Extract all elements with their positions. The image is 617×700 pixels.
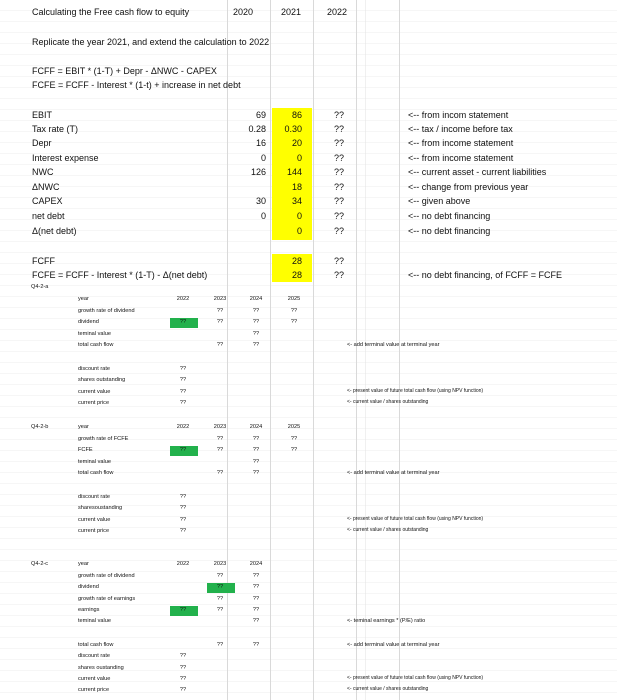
- section-label: Q4-2-c: [31, 561, 49, 567]
- note: <- present value of future total cash flow (using NPV function): [347, 516, 484, 522]
- cell-q: ??: [179, 653, 187, 659]
- row-label: earnings: [78, 607, 100, 613]
- note: <-- no debt financing, of FCFF = FCFE: [408, 270, 563, 280]
- grid-line: [313, 0, 314, 700]
- row-label: Tax rate (T): [32, 124, 79, 134]
- row-label: total cash flow: [78, 642, 114, 648]
- cell-q: ??: [290, 447, 298, 453]
- row-label: shares outstanding: [78, 377, 126, 383]
- row-label: EBIT: [32, 110, 53, 120]
- cell-q: ??: [252, 459, 260, 465]
- cell-q: ??: [252, 331, 260, 337]
- value-2022: ??: [334, 110, 345, 120]
- row-label: discount rate: [78, 653, 111, 659]
- cell-q: ??: [290, 319, 298, 325]
- value-2022: ??: [334, 124, 345, 134]
- year-header: 2025: [287, 296, 301, 302]
- cell-q: ??: [179, 447, 187, 453]
- row-label: FCFE: [78, 447, 93, 453]
- cell-q: ??: [252, 607, 260, 613]
- formula: FCFF = EBIT * (1-T) + Depr - ΔNWC - CAPEX: [32, 66, 217, 76]
- row-label: current price: [78, 528, 110, 534]
- row-label: current value: [78, 676, 111, 682]
- grid-line: [270, 0, 271, 700]
- header-year: 2020: [233, 7, 254, 17]
- cell-q: ??: [290, 308, 298, 314]
- row-label: Depr: [32, 138, 52, 148]
- note: <- add terminal value at terminal year: [347, 470, 440, 476]
- cell-q: ??: [216, 642, 224, 648]
- cell-q: ??: [216, 573, 224, 579]
- section-label: Q4-2-b: [31, 424, 49, 430]
- value-2021: 0: [296, 226, 302, 236]
- value-2022: ??: [334, 138, 345, 148]
- cell-q: ??: [252, 447, 260, 453]
- row-label: dividend: [78, 584, 99, 590]
- row-label: ΔNWC: [32, 182, 60, 192]
- cell-q: ??: [216, 319, 224, 325]
- value-2022: ??: [334, 270, 345, 280]
- value-2020: 126: [250, 167, 266, 177]
- value-2022: ??: [334, 153, 345, 163]
- row-label: teminal value: [78, 331, 111, 337]
- note: <-- change from previous year: [408, 182, 529, 192]
- row-label: discount rate: [78, 366, 111, 372]
- cell-q: ??: [216, 308, 224, 314]
- cell-q: ??: [252, 584, 260, 590]
- note: <-- no debt financing: [408, 211, 491, 221]
- row-label: total cash flow: [78, 342, 114, 348]
- cell-q: ??: [252, 342, 260, 348]
- value-2022: ??: [334, 182, 345, 192]
- row-label: current price: [78, 400, 110, 406]
- note: <-- current asset - current liabilities: [408, 167, 547, 177]
- note: <- add terminal value at terminal year: [347, 342, 440, 348]
- note: <- current value / shares outstanding: [347, 399, 429, 405]
- cell-q: ??: [179, 494, 187, 500]
- row-label: current value: [78, 517, 111, 523]
- row-label: current value: [78, 389, 111, 395]
- cell-q: ??: [179, 687, 187, 693]
- header-year: 2022: [327, 7, 348, 17]
- grid-line: [356, 0, 357, 700]
- cell-q: ??: [179, 400, 187, 406]
- value-2021: 28: [291, 256, 302, 266]
- value-2021: 34: [291, 196, 302, 206]
- value-2021: 0: [296, 153, 302, 163]
- cell-q: ??: [179, 665, 187, 671]
- cell-q: ??: [179, 607, 187, 613]
- sheet-title: Calculating the Free cash flow to equity: [32, 7, 190, 17]
- value-2021: 18: [291, 182, 302, 192]
- row-label: total cash flow: [78, 470, 114, 476]
- value-2022: ??: [334, 167, 345, 177]
- value-2021: 20: [291, 138, 302, 148]
- cell-q: ??: [179, 517, 187, 523]
- note: <- teminal earnings * (P/E) ratio: [347, 618, 426, 624]
- row-label: CAPEX: [32, 196, 63, 206]
- year-header: 2024: [249, 296, 263, 302]
- cell-q: ??: [252, 596, 260, 602]
- cell-q: ??: [216, 584, 224, 590]
- cell-q: ??: [216, 342, 224, 348]
- cell-q: ??: [179, 676, 187, 682]
- value-2021: 0.30: [284, 124, 302, 134]
- row-label: Interest expense: [32, 153, 99, 163]
- cell-q: ??: [252, 319, 260, 325]
- cell-q: ??: [290, 436, 298, 442]
- value-2020: 0.28: [248, 124, 266, 134]
- grid-line: [399, 0, 400, 700]
- cell-q: ??: [252, 642, 260, 648]
- cell-q: ??: [179, 366, 187, 372]
- value-2020: 0: [260, 211, 266, 221]
- row-label: Δ(net debt): [32, 226, 77, 236]
- grid-line: [227, 0, 228, 700]
- cell-q: ??: [179, 505, 187, 511]
- year-header: 2022: [176, 296, 190, 302]
- note: <- current value / shares outstanding: [347, 527, 429, 533]
- value-2021: 28: [291, 270, 302, 280]
- year-header: 2023: [213, 296, 227, 302]
- value-2022: ??: [334, 226, 345, 236]
- year-header: 2022: [176, 424, 190, 430]
- year-header: 2024: [249, 561, 263, 567]
- row-label: year: [78, 296, 89, 302]
- cell-q: ??: [252, 436, 260, 442]
- value-2022: ??: [334, 256, 345, 266]
- row-label: teminal value: [78, 618, 111, 624]
- row-label: shares oustanding: [78, 665, 124, 671]
- note: <-- from income statement: [408, 153, 514, 163]
- row-label: NWC: [32, 167, 54, 177]
- cell-q: ??: [252, 470, 260, 476]
- cell-q: ??: [216, 470, 224, 476]
- cell-q: ??: [179, 389, 187, 395]
- value-2021: 144: [286, 167, 302, 177]
- value-2020: 16: [255, 138, 266, 148]
- cell-q: ??: [179, 319, 187, 325]
- cell-q: ??: [179, 528, 187, 534]
- note: <- current value / shares outstanding: [347, 686, 429, 692]
- row-label: growth rate of dividend: [78, 308, 135, 314]
- row-label: year: [78, 424, 89, 430]
- row-label: discount rate: [78, 494, 111, 500]
- cell-q: ??: [179, 377, 187, 383]
- row-label: teminal value: [78, 459, 111, 465]
- value-2022: ??: [334, 196, 345, 206]
- header-year: 2021: [281, 7, 302, 17]
- note: <-- from income statement: [408, 138, 514, 148]
- cell-q: ??: [252, 618, 260, 624]
- instruction: Replicate the year 2021, and extend the calculation to 2022: [32, 37, 270, 47]
- cell-q: ??: [252, 308, 260, 314]
- row-label: growth rate of earnings: [78, 596, 136, 602]
- year-header: 2023: [213, 424, 227, 430]
- value-2021: 86: [291, 110, 302, 120]
- note: <- present value of future total cash flow (using NPV function): [347, 388, 484, 394]
- row-label: current price: [78, 687, 110, 693]
- cell-q: ??: [216, 607, 224, 613]
- row-label: growth rate of dividend: [78, 573, 135, 579]
- year-header: 2023: [213, 561, 227, 567]
- value-2021: 0: [296, 211, 302, 221]
- row-label: dividend: [78, 319, 99, 325]
- row-label: year: [78, 561, 89, 567]
- value-2020: 30: [255, 196, 266, 206]
- row-label: sharesoustanding: [78, 505, 123, 511]
- row-label: FCFF: [32, 256, 55, 266]
- row-label: FCFE = FCFF - Interest * (1-T) - Δ(net debt): [32, 270, 208, 280]
- note: <- add terminal value at terminal year: [347, 642, 440, 648]
- note: <-- tax / income before tax: [408, 124, 513, 134]
- year-header: 2025: [287, 424, 301, 430]
- cell-q: ??: [216, 596, 224, 602]
- year-header: 2024: [249, 424, 263, 430]
- row-label: net debt: [32, 211, 65, 221]
- note: <-- from incom statement: [408, 110, 509, 120]
- note: <- present value of future total cash flow (using NPV function): [347, 675, 484, 681]
- value-2020: 0: [260, 153, 266, 163]
- value-2020: 69: [255, 110, 266, 120]
- cell-q: ??: [252, 573, 260, 579]
- formula: FCFE = FCFF - Interest * (1-t) + increase in net debt: [32, 80, 241, 90]
- cell-q: ??: [216, 447, 224, 453]
- value-2022: ??: [334, 211, 345, 221]
- year-header: 2022: [176, 561, 190, 567]
- note: <-- given above: [408, 196, 471, 206]
- note: <-- no debt financing: [408, 226, 491, 236]
- row-label: growth rate of FCFE: [78, 436, 129, 442]
- cell-q: ??: [216, 436, 224, 442]
- section-label: Q4-2-a: [31, 284, 49, 290]
